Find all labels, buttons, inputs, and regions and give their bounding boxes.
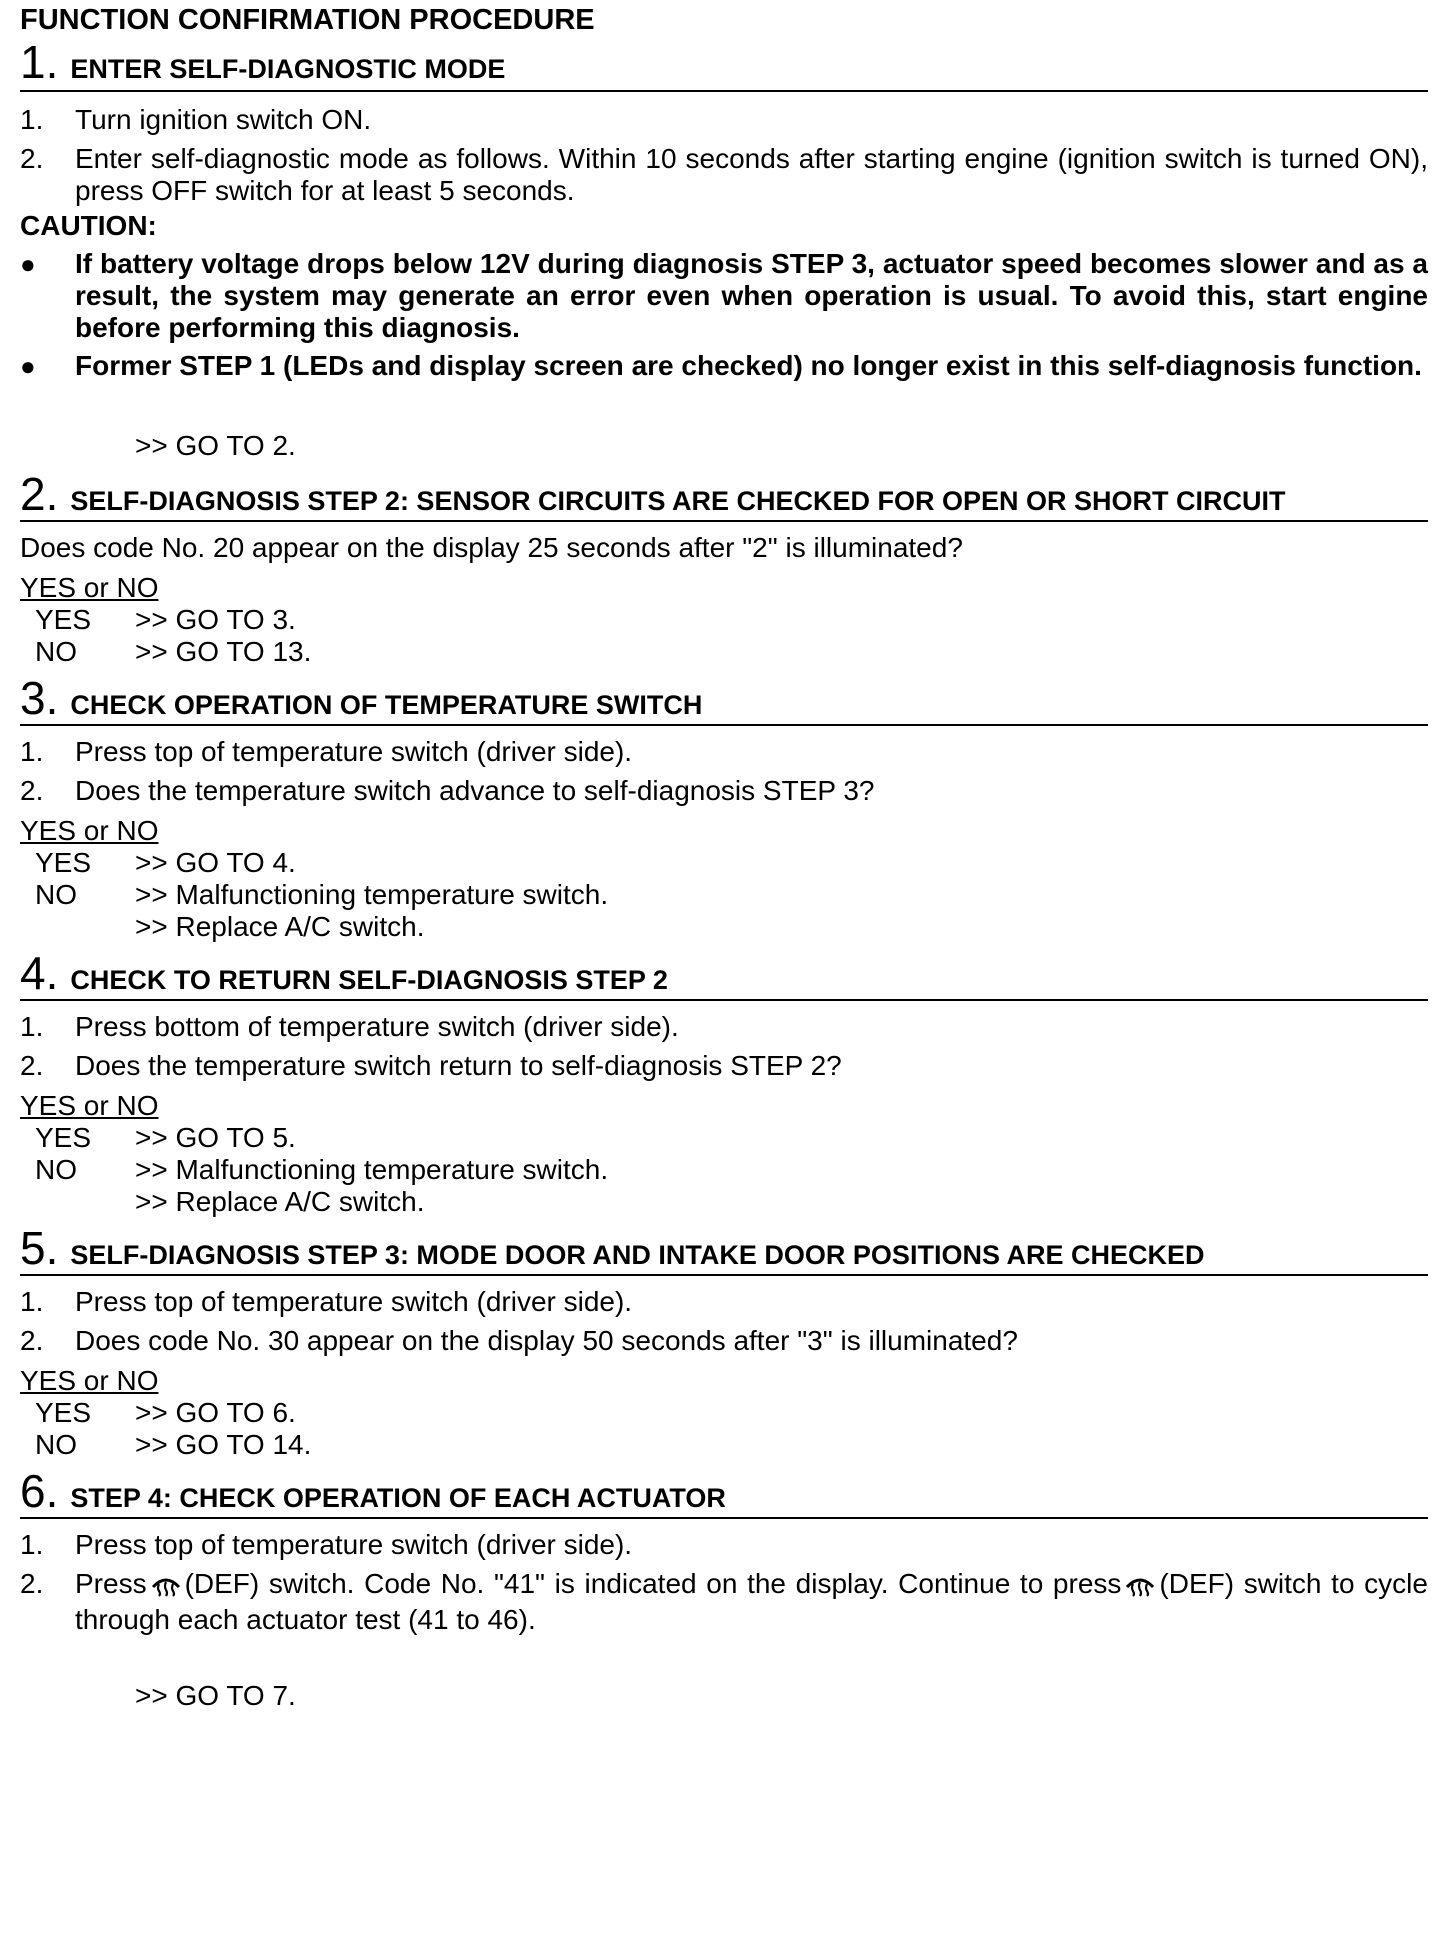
yes-key: YES	[35, 1397, 92, 1428]
list-text-part: (DEF) switch to cycle through each actuator test (41 to 46).	[75, 1568, 1428, 1635]
step-5	[20, 1224, 1428, 1461]
step-header	[20, 38, 1428, 92]
list-text: Press bottom of temperature switch (driver side).	[75, 1011, 679, 1042]
yes-or-no-label: YES or NO	[20, 572, 159, 603]
no-answer-continued	[20, 1186, 1428, 1218]
list-text-part: (DEF) switch. Code No. "41" is indicated on the display. Continue to press	[184, 1568, 1122, 1599]
step-title: STEP 4: CHECK OPERATION OF EACH ACTUATOR	[70, 1483, 726, 1513]
list-text: Does the temperature switch return to self-diagnosis STEP 2?	[75, 1050, 842, 1081]
caution-item	[20, 350, 1428, 382]
no-action: >> GO TO 14.	[135, 1429, 312, 1460]
yes-answer	[20, 1122, 1428, 1154]
no-action: >> Malfunctioning temperature switch.	[135, 879, 609, 910]
step-title: SELF-DIAGNOSIS STEP 3: MODE DOOR AND INTAKE DOOR POSITIONS ARE CHECKED	[70, 1240, 1205, 1270]
goto-text: >> GO TO 2.	[135, 430, 296, 461]
yes-answer	[20, 604, 1428, 636]
list-number: 1.	[20, 1286, 44, 1317]
step-header	[20, 1224, 1428, 1276]
caution-label: CAUTION:	[20, 210, 157, 241]
no-action: >> Replace A/C switch.	[135, 911, 425, 942]
list-text	[75, 1568, 1428, 1636]
list-number: 1.	[20, 736, 44, 767]
list-text: Press top of temperature switch (driver side).	[75, 736, 633, 767]
question-text: Does code No. 20 appear on the display 25 seconds after "2" is illuminated?	[20, 532, 963, 563]
no-action: >> Malfunctioning temperature switch.	[135, 1154, 609, 1185]
list-number: 1.	[20, 104, 44, 135]
list-item	[20, 143, 1428, 207]
list-number: 2.	[20, 1568, 44, 1599]
step-2	[20, 470, 1428, 668]
step-6	[20, 1467, 1428, 1712]
list-item	[20, 1568, 1428, 1636]
step-title: CHECK TO RETURN SELF-DIAGNOSIS STEP 2	[70, 965, 668, 995]
list-item	[20, 104, 1428, 136]
yes-action: >> GO TO 6.	[135, 1397, 296, 1428]
yes-action: >> GO TO 5.	[135, 1122, 296, 1153]
step-title: CHECK OPERATION OF TEMPERATURE SWITCH	[70, 690, 703, 720]
yes-or-no-label: YES or NO	[20, 1090, 159, 1121]
step-number: 5.	[20, 1222, 59, 1274]
yes-key: YES	[35, 604, 92, 635]
yes-key: YES	[35, 847, 92, 878]
step-4	[20, 949, 1428, 1218]
no-action: >> GO TO 13.	[135, 636, 312, 667]
list-item	[20, 736, 1428, 768]
no-answer	[20, 1429, 1428, 1461]
caution-text: If battery voltage drops below 12V during diagnosis STEP 3, actuator speed becomes slower and as a result, the system may generate an error even when operation is usual. To avoid this, start engine before performing this diagnosis.	[75, 248, 1428, 343]
doc-title: FUNCTION CONFIRMATION PROCEDURE	[20, 4, 595, 36]
no-key: NO	[35, 879, 77, 910]
defrost-icon	[151, 1572, 181, 1604]
step-number: 6.	[20, 1465, 59, 1517]
no-answer	[20, 1154, 1428, 1186]
list-text: Enter self-diagnostic mode as follows. Within 10 seconds after starting engine (ignition switch is turned ON), press OFF switch for at least 5 seconds.	[75, 143, 1428, 206]
list-text: Press top of temperature switch (driver side).	[75, 1286, 633, 1317]
list-item	[20, 1529, 1428, 1561]
no-action: >> Replace A/C switch.	[135, 1186, 425, 1217]
step-number: 3.	[20, 672, 59, 724]
no-answer	[20, 636, 1428, 668]
yes-answer	[20, 1397, 1428, 1429]
yes-action: >> GO TO 4.	[135, 847, 296, 878]
no-answer-continued	[20, 911, 1428, 943]
no-key: NO	[35, 1429, 77, 1460]
step-number: 2.	[20, 468, 59, 520]
bullet-icon: ●	[20, 351, 36, 381]
step-1	[20, 38, 1428, 462]
step-number: 4.	[20, 947, 59, 999]
list-text-part: Press	[75, 1568, 147, 1599]
caution-item	[20, 248, 1428, 344]
list-number: 2.	[20, 1325, 44, 1356]
list-number: 1.	[20, 1529, 44, 1560]
step-title: SELF-DIAGNOSIS STEP 2: SENSOR CIRCUITS ARE CHECKED FOR OPEN OR SHORT CIRCUIT	[70, 486, 1286, 516]
yes-or-no-label: YES or NO	[20, 1365, 159, 1396]
list-text: Does code No. 30 appear on the display 50 seconds after "3" is illuminated?	[75, 1325, 1018, 1356]
procedure-page	[20, 0, 1428, 1712]
no-key: NO	[35, 636, 77, 667]
no-answer	[20, 879, 1428, 911]
step-header	[20, 470, 1428, 522]
step-number: 1.	[20, 36, 59, 88]
list-item	[20, 1286, 1428, 1318]
step-header	[20, 674, 1428, 726]
list-number: 2.	[20, 1050, 44, 1081]
list-text: Press top of temperature switch (driver side).	[75, 1529, 633, 1560]
step-3	[20, 674, 1428, 943]
list-text: Does the temperature switch advance to self-diagnosis STEP 3?	[75, 775, 875, 806]
yes-or-no-label: YES or NO	[20, 815, 159, 846]
list-item	[20, 1325, 1428, 1357]
list-number: 2.	[20, 143, 44, 174]
yes-action: >> GO TO 3.	[135, 604, 296, 635]
step-title: ENTER SELF-DIAGNOSTIC MODE	[70, 54, 506, 84]
list-item	[20, 1011, 1428, 1043]
goto-text: >> GO TO 7.	[135, 1680, 296, 1711]
list-text: Turn ignition switch ON.	[75, 104, 372, 135]
yes-answer	[20, 847, 1428, 879]
caution-text: Former STEP 1 (LEDs and display screen are checked) no longer exist in this self-diagnosis function.	[75, 350, 1422, 381]
step-header	[20, 1467, 1428, 1519]
list-number: 1.	[20, 1011, 44, 1042]
bullet-icon: ●	[20, 249, 36, 279]
list-item	[20, 1050, 1428, 1082]
step-header	[20, 949, 1428, 1001]
list-item	[20, 775, 1428, 807]
yes-key: YES	[35, 1122, 92, 1153]
defrost-icon	[1125, 1572, 1155, 1604]
list-number: 2.	[20, 775, 44, 806]
no-key: NO	[35, 1154, 77, 1185]
